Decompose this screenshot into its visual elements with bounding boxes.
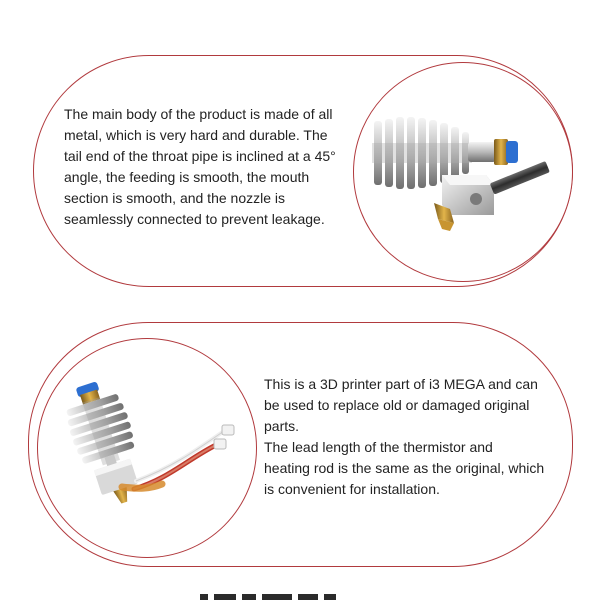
description-line: parts.	[264, 418, 300, 434]
description-line: seamlessly connected to prevent leakage.	[64, 211, 325, 227]
next-section-cutoff	[200, 594, 380, 600]
product-image-circle-2	[37, 338, 257, 558]
description-line: section is smooth, and the nozzle is	[64, 190, 286, 206]
metal-body-description	[64, 104, 354, 230]
description-line: angle, the feeding is smooth, the mouth	[64, 169, 310, 185]
description-line: The lead length of the thermistor and	[264, 439, 493, 455]
hotend-heatsink-image	[354, 63, 573, 282]
description-line: tail end of the throat pipe is inclined at a 45°	[64, 148, 336, 164]
description-line: This is a 3D printer part of i3 MEGA and can	[264, 376, 538, 392]
description-line: heating rod is the same as the original, which	[264, 460, 545, 476]
description-line: be used to replace old or damaged original	[264, 397, 530, 413]
description-line: is convenient for installation.	[264, 481, 440, 497]
description-line: The main body of the product is made of all	[64, 106, 333, 122]
hotend-assembly-image	[38, 339, 257, 558]
product-image-circle-1	[353, 62, 573, 282]
description-line: metal, which is very hard and durable. The	[64, 127, 328, 143]
compatibility-description	[264, 374, 564, 500]
